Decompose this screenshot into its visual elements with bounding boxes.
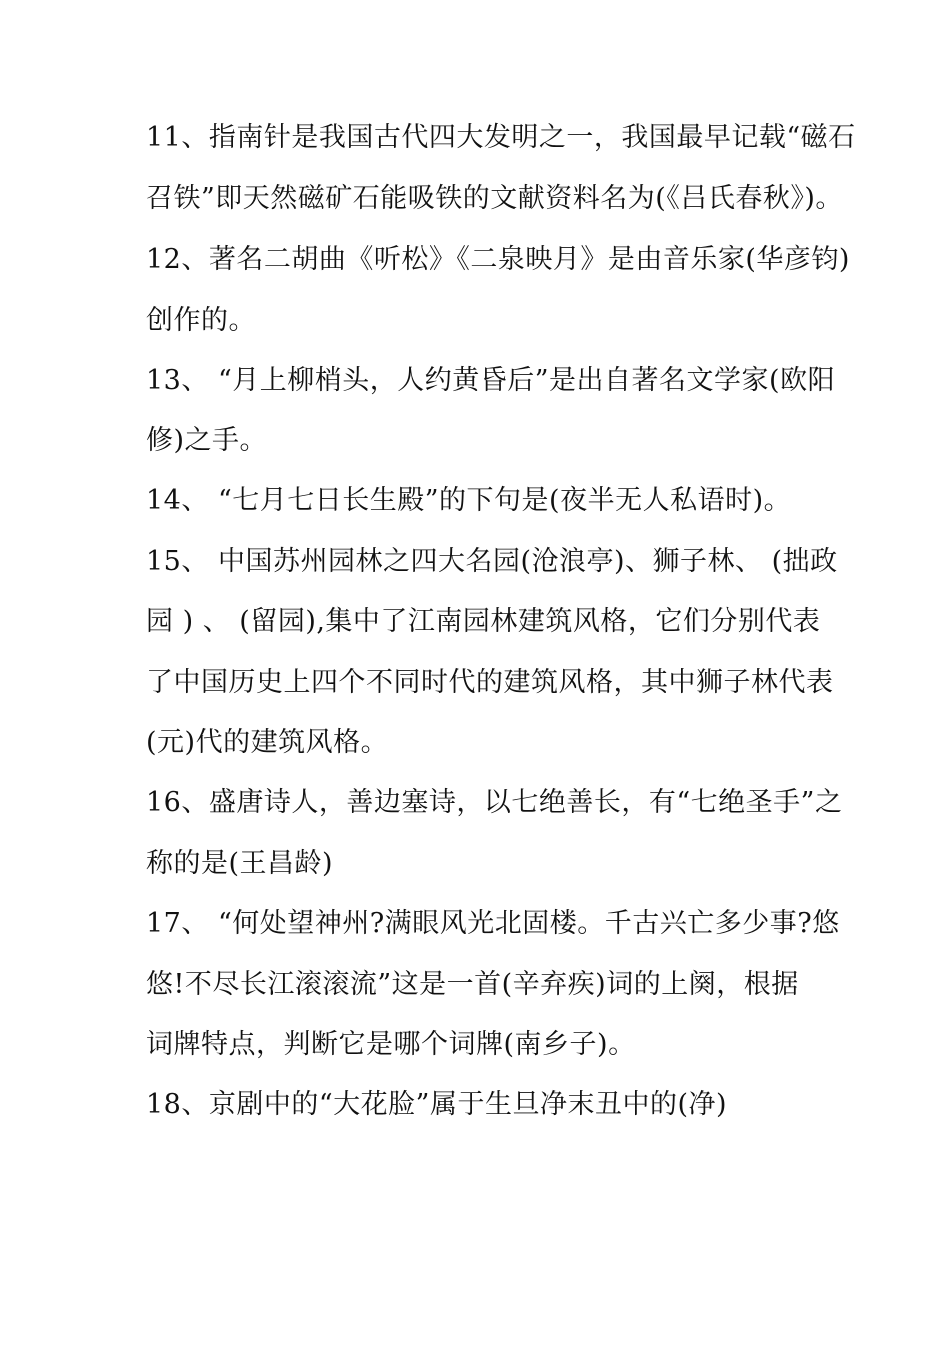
text-line: 悠!不尽长江滚滚流”这是一首(辛弃疾)词的上阕，根据: [146, 969, 799, 1000]
text-line: 称的是(王昌龄): [146, 848, 334, 879]
text-line: 17、 “何处望神州?满眼风光北固楼。千古兴亡多少事?悠: [146, 908, 840, 939]
text-line: 13、 “月上柳梢头，人约黄昏后”是出自著名文学家(欧阳: [146, 365, 836, 396]
text-line: 修)之手。: [146, 425, 268, 456]
text-line: 14、 “七月七日长生殿”的下句是(夜半无人私语时)。: [146, 485, 792, 516]
text-line: (元)代的建筑风格。: [146, 727, 389, 758]
text-line: 词牌特点，判断它是哪个词牌(南乡子)。: [146, 1029, 636, 1060]
text-line: 园 ) 、 (留园),集中了江南园林建筑风格，它们分别代表: [146, 606, 821, 637]
text-line: 15、 中国苏州园林之四大名园(沧浪亭)、狮子林、 (拙政: [146, 546, 838, 577]
text-line: 创作的。: [146, 305, 256, 336]
text-line: 12、著名二胡曲《听松》《二泉映月》是由音乐家(华彦钧): [146, 244, 850, 275]
text-line: 召铁”即天然磁矿石能吸铁的文献资料名为(《吕氏春秋》)。: [146, 183, 843, 214]
text-line: 11、指南针是我国古代四大发明之一，我国最早记载“磁石: [146, 122, 856, 153]
text-line: 了中国历史上四个不同时代的建筑风格，其中狮子林代表: [146, 667, 834, 698]
text-line: 18、京剧中的“大花脸”属于生旦净末丑中的(净): [146, 1089, 728, 1120]
text-line: 16、盛唐诗人，善边塞诗，以七绝善长，有“七绝圣手”之: [146, 787, 843, 818]
